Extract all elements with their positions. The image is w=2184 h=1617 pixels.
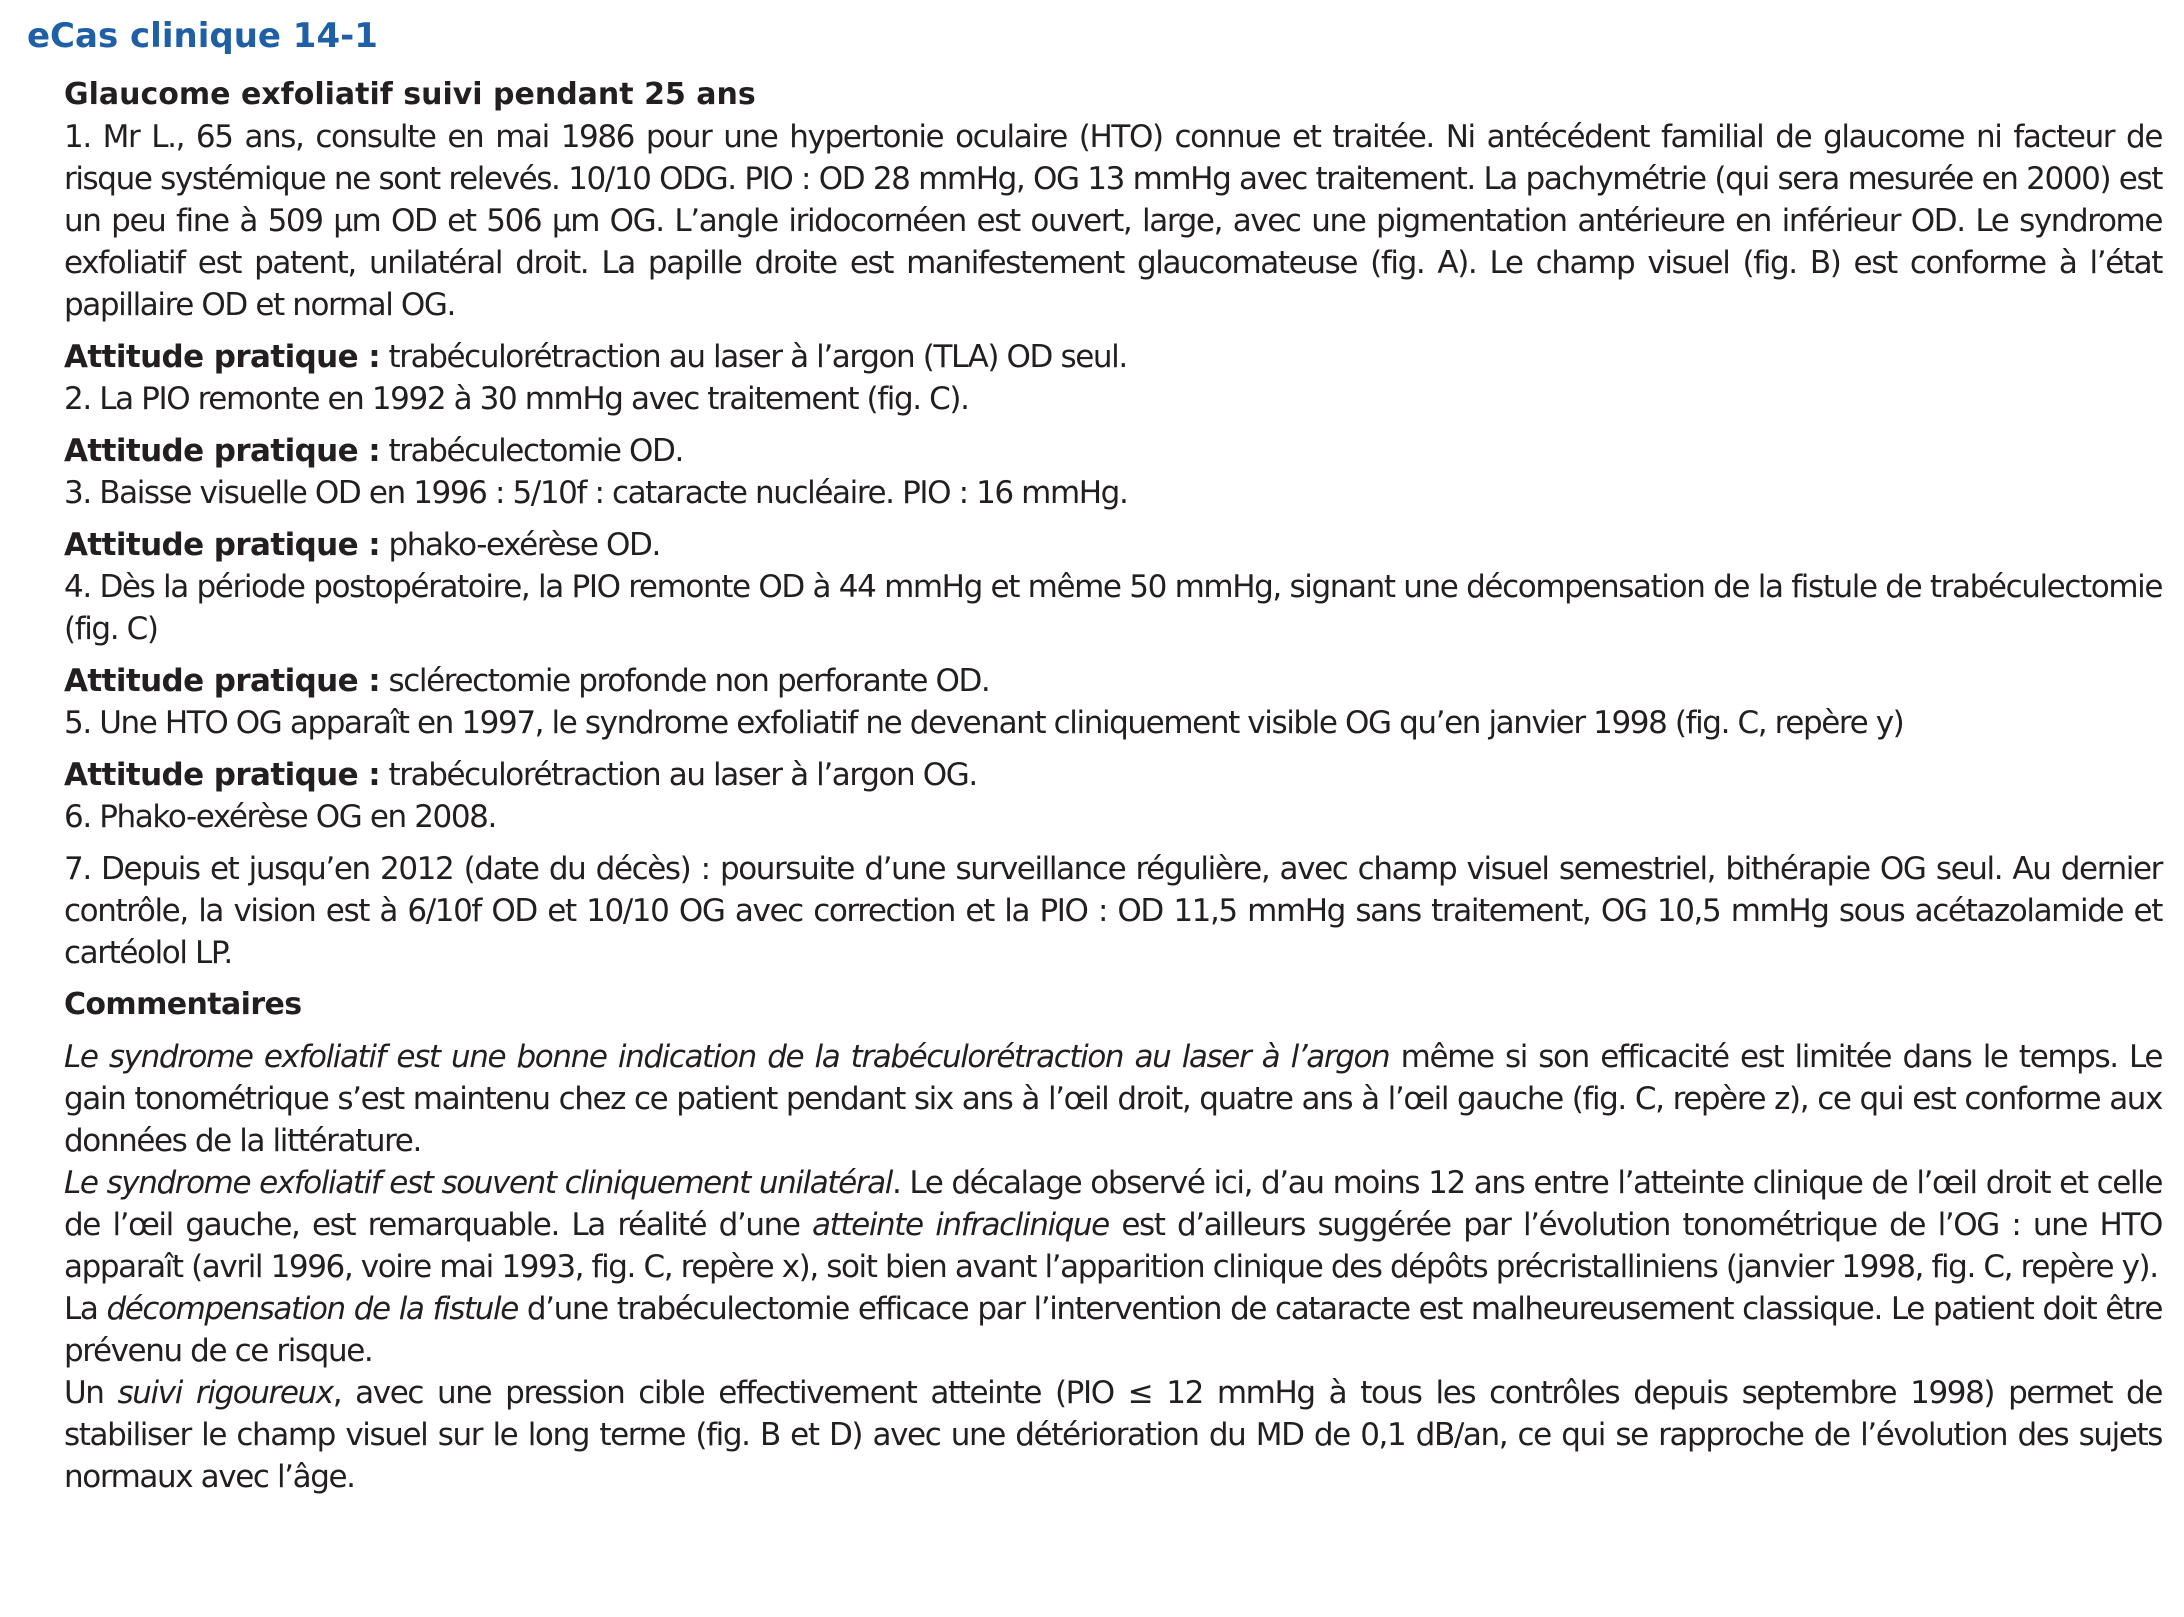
attitude-4 — [64, 660, 2162, 702]
comments-heading: Commentaires — [64, 987, 302, 1022]
case-title: eCas clinique 14-1 — [27, 16, 378, 56]
step-5: 5. Une HTO OG apparaît en 1997, le syndrome exfoliatif ne devenant cliniquement visible OG qu’en janvier 1998 (fig. C, repère y) — [64, 705, 1904, 741]
comment-emphasis: Le syndrome exfoliatif est une bonne indication de la trabéculorétraction au laser à l’argon — [64, 1039, 1390, 1075]
attitude-label: Attitude pratique : — [64, 757, 381, 793]
comment-4 — [64, 1372, 2162, 1498]
comment-emphasis: décompensation de la fistule — [106, 1291, 518, 1327]
comment-emphasis: Le syndrome exfoliatif est souvent cliniquement unilatéral — [64, 1165, 892, 1201]
comment-text: . Le décalage observé ici, d’au moins 12 ans entre l’atteinte clinique de l’œil droit et celle de l’œil gauche, est remarquable. La réalité d’une — [64, 1165, 2163, 1243]
comment-1 — [64, 1036, 2162, 1162]
attitude-2 — [64, 430, 2162, 472]
comments-body — [64, 1036, 2162, 1498]
attitude-5 — [64, 754, 2162, 796]
comment-text: Un — [64, 1375, 118, 1411]
attitude-label: Attitude pratique : — [64, 527, 381, 563]
attitude-label: Attitude pratique : — [64, 663, 381, 699]
attitude-label: Attitude pratique : — [64, 433, 381, 469]
step-3: 3. Baisse visuelle OD en 1996 : 5/10f : cataracte nucléaire. PIO : 16 mmHg. — [64, 475, 1128, 511]
case-subtitle: Glaucome exfoliatif suivi pendant 25 ans — [64, 77, 756, 112]
comment-2 — [64, 1162, 2162, 1288]
attitude-1 — [64, 336, 2162, 378]
comment-3 — [64, 1288, 2162, 1372]
comment-emphasis: suivi rigoureux — [117, 1375, 333, 1411]
comment-emphasis: atteinte infraclinique — [812, 1207, 1109, 1243]
attitude-text: trabéculorétraction au laser à l’argon (TLA) OD seul. — [380, 339, 1127, 375]
step-4: 4. Dès la période postopératoire, la PIO remonte OD à 44 mmHg et même 50 mmHg, signant une décompensation de la fistule de trabéculectomie (fig. C) — [64, 569, 2162, 647]
attitude-text: trabéculorétraction au laser à l’argon OG. — [380, 757, 977, 793]
attitude-3 — [64, 524, 2162, 566]
step-6: 6. Phako-exérèse OG en 2008. — [64, 799, 496, 835]
step-2: 2. La PIO remonte en 1992 à 30 mmHg avec traitement (fig. C). — [64, 381, 969, 417]
step-7: 7. Depuis et jusqu’en 2012 (date du décès) : poursuite d’une surveillance régulière, avec champ visuel semestriel, bithérapie OG seul. Au dernier contrôle, la vision est à 6/10f OD et 10/10 OG avec correction et la PIO : OD 11,5 mmHg sans traitement, OG 10,5 mmHg sous acétazolamide et cartéolol LP. — [64, 851, 2162, 971]
case-content — [64, 74, 2162, 1498]
attitude-text: trabéculectomie OD. — [380, 433, 683, 469]
attitude-text: sclérectomie profonde non perforante OD. — [380, 663, 990, 699]
comment-text: d’une trabéculectomie efficace par l’intervention de cataracte est malheureusement classique. Le patient doit être prévenu de ce risque. — [64, 1291, 2162, 1369]
case-steps — [64, 116, 2162, 984]
comment-text: La — [64, 1291, 107, 1327]
comment-text: , avec une pression cible effectivement atteinte (PIO ≤ 12 mmHg à tous les contrôles depuis septembre 1998) permet de stabiliser le champ visuel sur le long terme (fig. B et D) avec une détérioration du MD de 0,1 dB/an, ce qui se rapproche de l’évolution des sujets normaux avec l’âge. — [64, 1375, 2163, 1495]
attitude-label: Attitude pratique : — [64, 339, 381, 375]
comment-text: même si son efficacité est limitée dans le temps. Le gain tonométrique s’est maintenu chez ce patient pendant six ans à l’œil droit, quatre ans à l’œil gauche (fig. C, repère z), ce qui est conforme aux données de la littérature. — [64, 1039, 2163, 1159]
step-1: 1. Mr L., 65 ans, consulte en mai 1986 pour une hypertonie oculaire (HTO) connue et traitée. Ni antécédent familial de glaucome ni facteur de risque systémique ne sont relevés. 10/10 ODG. PIO : OD 28 mmHg, OG 13 mmHg avec traitement. La pachymétrie (qui sera mesurée en 2000) est un peu fine à 509 µm OD et 506 µm OG. L’angle iridocornéen est ouvert, large, avec une pigmentation antérieure en inférieur OD. Le syndrome exfoliatif est patent, unilatéral droit. La papille droite est manifestement glaucomateuse (fig. A). Le champ visuel (fig. B) est conforme à l’état papillaire OD et normal OG. — [64, 119, 2162, 323]
attitude-text: phako-exérèse OD. — [380, 527, 660, 563]
comment-text: est d’ailleurs suggérée par l’évolution tonométrique de l’OG : une HTO apparaît (avril 1996, voire mai 1993, fig. C, repère x), soit bien avant l’apparition clinique des dépôts précristalliniens (janvier 1998, fig. C, repère y). — [64, 1207, 2163, 1285]
